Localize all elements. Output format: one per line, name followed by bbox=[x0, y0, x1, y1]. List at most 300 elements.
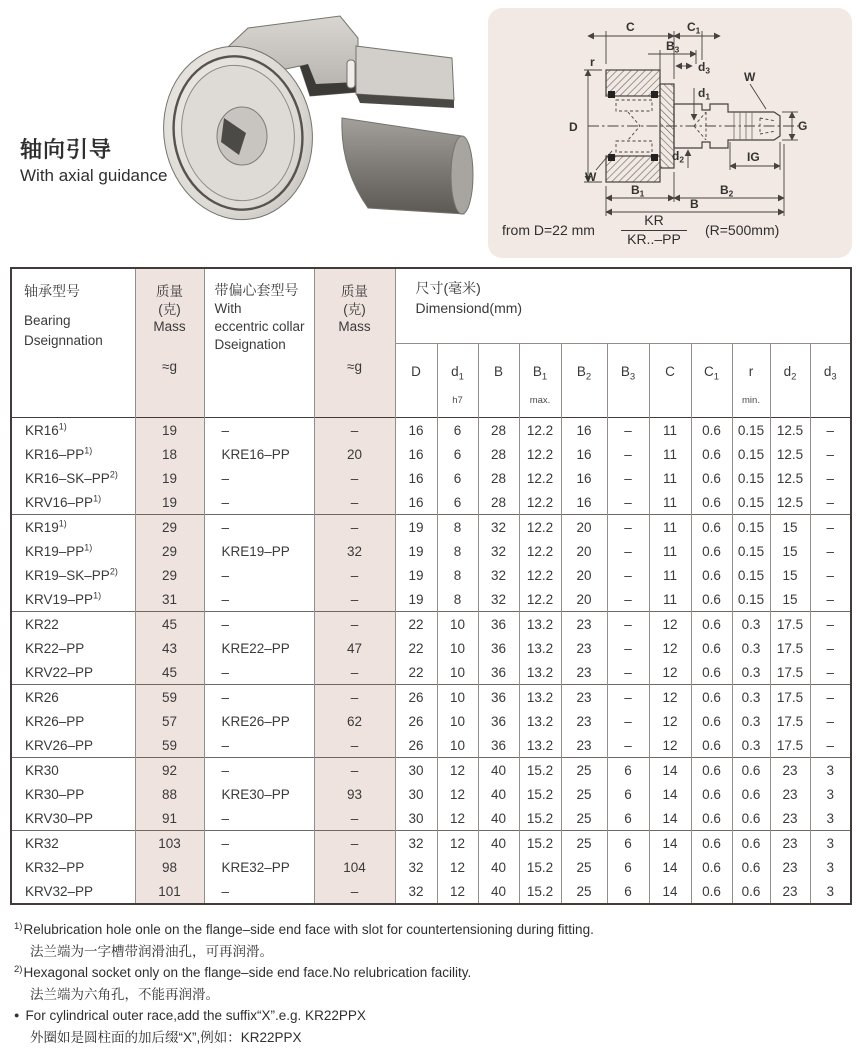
dim-label-d1: $d_1$ bbox=[698, 86, 711, 102]
dim-c1-value: 0.6 bbox=[691, 612, 732, 637]
dim-d3-value: 3 bbox=[810, 855, 851, 879]
bearing-designation: KRV16–PP$^{1)}$ bbox=[11, 490, 135, 515]
table-row bbox=[11, 855, 851, 879]
dim-d3-value: – bbox=[810, 709, 851, 733]
dim-c-value: 14 bbox=[649, 855, 691, 879]
dim-c1-value: 0.6 bbox=[691, 733, 732, 758]
dim-b1-value: 12.2 bbox=[519, 563, 561, 587]
dim-c-value: 12 bbox=[649, 733, 691, 758]
dim-c-value: 12 bbox=[649, 636, 691, 660]
eccentric-designation: – bbox=[204, 660, 314, 685]
table-row bbox=[11, 782, 851, 806]
dim-d2-value: 17.5 bbox=[770, 660, 810, 685]
dim-b2-value: 16 bbox=[561, 490, 607, 515]
dim-b-value: 40 bbox=[478, 806, 519, 831]
dim-col-b3: $B_3$ bbox=[607, 344, 649, 418]
dim-c1-value: 0.6 bbox=[691, 782, 732, 806]
dim-b2-value: 23 bbox=[561, 612, 607, 637]
col-header-dimensions: 尺寸(毫米) Dimensiond(mm) bbox=[395, 268, 851, 344]
dim-b1-value: 15.2 bbox=[519, 782, 561, 806]
dim-b1-value: 15.2 bbox=[519, 758, 561, 783]
dim-b2-value: 23 bbox=[561, 733, 607, 758]
dim-b2-value: 23 bbox=[561, 709, 607, 733]
eccentric-mass-value: 62 bbox=[314, 709, 395, 733]
dim-b1-value: 15.2 bbox=[519, 879, 561, 904]
dim-d-value: 32 bbox=[395, 855, 437, 879]
dim-b2-value: 16 bbox=[561, 466, 607, 490]
dim-b1-value: 12.2 bbox=[519, 490, 561, 515]
dim-b3-value: – bbox=[607, 685, 649, 710]
bearing-designation: KRV22–PP bbox=[11, 660, 135, 685]
eccentric-designation: – bbox=[204, 831, 314, 856]
eccentric-designation: – bbox=[204, 758, 314, 783]
dim-d-value: 19 bbox=[395, 587, 437, 612]
dim-c-value: 11 bbox=[649, 490, 691, 515]
dim-r-value: 0.15 bbox=[732, 587, 770, 612]
dim-d2-value: 23 bbox=[770, 782, 810, 806]
dim-r-value: 0.15 bbox=[732, 515, 770, 540]
dim-c-value: 14 bbox=[649, 782, 691, 806]
dim-b2-value: 20 bbox=[561, 587, 607, 612]
table-row bbox=[11, 442, 851, 466]
eccentric-designation: KRE22–PP bbox=[204, 636, 314, 660]
dim-col-d1: $d_1$ h7 bbox=[437, 344, 478, 418]
dim-b-value: 40 bbox=[478, 782, 519, 806]
eccentric-mass-value: – bbox=[314, 515, 395, 540]
mass-value: 19 bbox=[135, 466, 204, 490]
section-title-en: With axial guidance bbox=[20, 166, 168, 185]
dim-label-ig: IG bbox=[747, 150, 760, 164]
eccentric-designation: – bbox=[204, 685, 314, 710]
section-title bbox=[20, 133, 167, 186]
bearing-designation: KRV32–PP bbox=[11, 879, 135, 904]
bearing-designation: KR16$^{1)}$ bbox=[11, 418, 135, 443]
bearing-designation: KR19$^{1)}$ bbox=[11, 515, 135, 540]
dim-d3-value: – bbox=[810, 587, 851, 612]
dim-d3-value: 3 bbox=[810, 782, 851, 806]
dim-label-d3: $d_3$ bbox=[698, 60, 711, 76]
dim-d1-value: 8 bbox=[437, 563, 478, 587]
dim-d2-value: 15 bbox=[770, 587, 810, 612]
dim-b3-value: – bbox=[607, 660, 649, 685]
eccentric-mass-value: – bbox=[314, 831, 395, 856]
mass-value: 29 bbox=[135, 563, 204, 587]
footnote-1-en: Relubrication hole onle on the flange–side end face with slot for countertensioning during fitting. bbox=[23, 922, 594, 937]
dimension-diagram-panel bbox=[488, 8, 852, 258]
dim-b2-value: 25 bbox=[561, 782, 607, 806]
dim-col-r: r min. bbox=[732, 344, 770, 418]
eccentric-designation: – bbox=[204, 806, 314, 831]
dim-d2-value: 12.5 bbox=[770, 418, 810, 443]
dim-c-value: 12 bbox=[649, 685, 691, 710]
caption-radius: (R=500mm) bbox=[704, 222, 780, 238]
dim-c1-value: 0.6 bbox=[691, 636, 732, 660]
dim-d-value: 22 bbox=[395, 660, 437, 685]
table-row bbox=[11, 733, 851, 758]
dim-d1-value: 8 bbox=[437, 587, 478, 612]
dim-b-value: 28 bbox=[478, 418, 519, 443]
eccentric-mass-value: – bbox=[314, 806, 395, 831]
dim-b1-value: 13.2 bbox=[519, 685, 561, 710]
caption-from: from D=22 mm bbox=[502, 222, 595, 238]
dim-d1-value: 8 bbox=[437, 515, 478, 540]
dim-b1-value: 12.2 bbox=[519, 515, 561, 540]
table-row bbox=[11, 831, 851, 856]
mass-value: 88 bbox=[135, 782, 204, 806]
dim-b2-value: 23 bbox=[561, 685, 607, 710]
dim-d-value: 30 bbox=[395, 758, 437, 783]
dim-b2-value: 25 bbox=[561, 855, 607, 879]
table-row bbox=[11, 466, 851, 490]
dim-d-value: 32 bbox=[395, 879, 437, 904]
bearing-designation: KR22 bbox=[11, 612, 135, 637]
col-header-mass: 质量 (克) Mass ≈g bbox=[135, 268, 204, 418]
dim-d2-value: 17.5 bbox=[770, 636, 810, 660]
dim-b3-value: – bbox=[607, 636, 649, 660]
footnote-cylindrical bbox=[14, 1005, 850, 1048]
dim-r-value: 0.3 bbox=[732, 636, 770, 660]
eccentric-designation: KRE16–PP bbox=[204, 442, 314, 466]
dim-d2-value: 15 bbox=[770, 563, 810, 587]
dim-b3-value: 6 bbox=[607, 782, 649, 806]
dim-c1-value: 0.6 bbox=[691, 855, 732, 879]
dim-r-value: 0.3 bbox=[732, 733, 770, 758]
dim-b-value: 40 bbox=[478, 879, 519, 904]
dim-b-value: 32 bbox=[478, 515, 519, 540]
dim-d1-value: 8 bbox=[437, 539, 478, 563]
page-header bbox=[0, 0, 860, 267]
dim-c-value: 11 bbox=[649, 442, 691, 466]
dim-d-value: 32 bbox=[395, 831, 437, 856]
dim-b2-value: 20 bbox=[561, 515, 607, 540]
dim-b3-value: – bbox=[607, 563, 649, 587]
bearing-designation: KR32–PP bbox=[11, 855, 135, 879]
dim-c1-value: 0.6 bbox=[691, 466, 732, 490]
dim-r-value: 0.15 bbox=[732, 418, 770, 443]
dim-d1-value: 10 bbox=[437, 685, 478, 710]
table-row bbox=[11, 636, 851, 660]
footnotes bbox=[14, 919, 850, 1049]
dim-d3-value: 3 bbox=[810, 879, 851, 904]
dim-b-value: 28 bbox=[478, 442, 519, 466]
dim-c1-value: 0.6 bbox=[691, 515, 732, 540]
dim-d3-value: – bbox=[810, 515, 851, 540]
dim-r-value: 0.6 bbox=[732, 782, 770, 806]
dim-d1-value: 12 bbox=[437, 806, 478, 831]
dim-d3-value: 3 bbox=[810, 806, 851, 831]
bearing-designation: KR16–PP$^{1)}$ bbox=[11, 442, 135, 466]
table-row bbox=[11, 685, 851, 710]
dim-col-b1: $B_1$ max. bbox=[519, 344, 561, 418]
eccentric-mass-value: – bbox=[314, 587, 395, 612]
dim-b-value: 36 bbox=[478, 709, 519, 733]
eccentric-mass-value: 104 bbox=[314, 855, 395, 879]
dim-b3-value: – bbox=[607, 515, 649, 540]
dim-b2-value: 25 bbox=[561, 879, 607, 904]
table-row bbox=[11, 515, 851, 540]
eccentric-designation: KRE26–PP bbox=[204, 709, 314, 733]
dim-d1-value: 12 bbox=[437, 782, 478, 806]
eccentric-designation: – bbox=[204, 733, 314, 758]
dim-label-b: B bbox=[690, 197, 699, 211]
diagram-caption bbox=[502, 212, 846, 248]
dim-d1-value: 6 bbox=[437, 418, 478, 443]
dim-col-c: C bbox=[649, 344, 691, 418]
dim-d-value: 19 bbox=[395, 563, 437, 587]
dim-b3-value: – bbox=[607, 490, 649, 515]
eccentric-mass-value: – bbox=[314, 490, 395, 515]
dim-b1-value: 15.2 bbox=[519, 831, 561, 856]
dim-c-value: 14 bbox=[649, 831, 691, 856]
table-row bbox=[11, 660, 851, 685]
dim-d3-value: – bbox=[810, 418, 851, 443]
bearing-designation: KR26 bbox=[11, 685, 135, 710]
table-body bbox=[11, 418, 851, 905]
dim-d1-value: 12 bbox=[437, 758, 478, 783]
dim-c1-value: 0.6 bbox=[691, 806, 732, 831]
eccentric-designation: – bbox=[204, 515, 314, 540]
dim-b1-value: 12.2 bbox=[519, 587, 561, 612]
dim-b1-value: 12.2 bbox=[519, 442, 561, 466]
dim-d3-value: – bbox=[810, 685, 851, 710]
mass-value: 91 bbox=[135, 806, 204, 831]
dim-r-value: 0.15 bbox=[732, 442, 770, 466]
dim-d2-value: 23 bbox=[770, 831, 810, 856]
mass-value: 31 bbox=[135, 587, 204, 612]
bearing-designation: KR32 bbox=[11, 831, 135, 856]
dim-d2-value: 23 bbox=[770, 806, 810, 831]
dim-b-value: 36 bbox=[478, 612, 519, 637]
dim-c1-value: 0.6 bbox=[691, 879, 732, 904]
mass-value: 19 bbox=[135, 490, 204, 515]
dim-b-value: 28 bbox=[478, 490, 519, 515]
eccentric-mass-value: – bbox=[314, 563, 395, 587]
series-designation bbox=[621, 212, 687, 248]
dim-b2-value: 20 bbox=[561, 563, 607, 587]
eccentric-designation: KRE30–PP bbox=[204, 782, 314, 806]
dim-c1-value: 0.6 bbox=[691, 442, 732, 466]
dim-b-value: 36 bbox=[478, 636, 519, 660]
dim-label-c: C bbox=[626, 20, 635, 34]
footnote-2 bbox=[14, 962, 850, 1005]
dim-d3-value: – bbox=[810, 636, 851, 660]
footnote-2-en: Hexagonal socket only on the flange–side end face.No relubrication facility. bbox=[23, 965, 472, 981]
dim-c-value: 11 bbox=[649, 418, 691, 443]
dim-b3-value: – bbox=[607, 587, 649, 612]
dim-d2-value: 15 bbox=[770, 539, 810, 563]
dim-c1-value: 0.6 bbox=[691, 490, 732, 515]
dim-b-value: 40 bbox=[478, 831, 519, 856]
dim-b3-value: 6 bbox=[607, 758, 649, 783]
dim-d-value: 16 bbox=[395, 418, 437, 443]
mass-value: 45 bbox=[135, 660, 204, 685]
mass-value: 98 bbox=[135, 855, 204, 879]
dim-b1-value: 12.2 bbox=[519, 466, 561, 490]
eccentric-mass-value: – bbox=[314, 733, 395, 758]
dim-b-value: 36 bbox=[478, 685, 519, 710]
dim-d-value: 26 bbox=[395, 733, 437, 758]
eccentric-mass-value: 93 bbox=[314, 782, 395, 806]
bearing-table bbox=[10, 267, 852, 905]
table-row bbox=[11, 418, 851, 443]
dim-b3-value: – bbox=[607, 612, 649, 637]
dim-b-value: 32 bbox=[478, 587, 519, 612]
dim-b3-value: – bbox=[607, 733, 649, 758]
dim-col-c1: $C_1$ bbox=[691, 344, 732, 418]
bearing-designation: KR19–PP$^{1)}$ bbox=[11, 539, 135, 563]
eccentric-mass-value: – bbox=[314, 758, 395, 783]
dim-r-value: 0.6 bbox=[732, 831, 770, 856]
dim-d2-value: 23 bbox=[770, 758, 810, 783]
bearing-designation: KR30 bbox=[11, 758, 135, 783]
eccentric-designation: – bbox=[204, 466, 314, 490]
dim-d-value: 22 bbox=[395, 612, 437, 637]
mass-value: 59 bbox=[135, 733, 204, 758]
dim-d3-value: – bbox=[810, 660, 851, 685]
mass-value: 29 bbox=[135, 539, 204, 563]
dim-d3-value: – bbox=[810, 442, 851, 466]
dim-b2-value: 20 bbox=[561, 539, 607, 563]
dim-d1-value: 10 bbox=[437, 709, 478, 733]
mass-value: 19 bbox=[135, 418, 204, 443]
dim-d2-value: 17.5 bbox=[770, 733, 810, 758]
dim-d-value: 16 bbox=[395, 466, 437, 490]
eccentric-mass-value: 32 bbox=[314, 539, 395, 563]
dim-b2-value: 16 bbox=[561, 418, 607, 443]
eccentric-mass-value: – bbox=[314, 685, 395, 710]
dim-d2-value: 12.5 bbox=[770, 490, 810, 515]
dim-b3-value: – bbox=[607, 418, 649, 443]
dim-c1-value: 0.6 bbox=[691, 709, 732, 733]
bearing-designation: KRV30–PP bbox=[11, 806, 135, 831]
bearing-designation: KR22–PP bbox=[11, 636, 135, 660]
dim-b3-value: 6 bbox=[607, 879, 649, 904]
dim-b1-value: 13.2 bbox=[519, 709, 561, 733]
table-row bbox=[11, 709, 851, 733]
dim-c-value: 11 bbox=[649, 539, 691, 563]
series-kr: KR bbox=[621, 212, 687, 231]
dim-b-value: 32 bbox=[478, 539, 519, 563]
mass-value: 43 bbox=[135, 636, 204, 660]
dim-r-value: 0.3 bbox=[732, 660, 770, 685]
eccentric-designation: KRE32–PP bbox=[204, 855, 314, 879]
dim-col-d: D bbox=[395, 344, 437, 418]
eccentric-designation: – bbox=[204, 879, 314, 904]
dim-r-value: 0.15 bbox=[732, 466, 770, 490]
dim-b1-value: 15.2 bbox=[519, 855, 561, 879]
dim-d1-value: 10 bbox=[437, 612, 478, 637]
mass-value: 29 bbox=[135, 515, 204, 540]
table-row bbox=[11, 587, 851, 612]
dim-d1-value: 6 bbox=[437, 466, 478, 490]
dim-col-b: B bbox=[478, 344, 519, 418]
dim-d1-value: 12 bbox=[437, 831, 478, 856]
dim-b-value: 36 bbox=[478, 660, 519, 685]
dim-d3-value: – bbox=[810, 490, 851, 515]
dim-b-value: 40 bbox=[478, 758, 519, 783]
dim-d-value: 16 bbox=[395, 490, 437, 515]
dim-label-r: r bbox=[590, 55, 595, 69]
table-row bbox=[11, 490, 851, 515]
dim-r-value: 0.3 bbox=[732, 685, 770, 710]
dim-d-value: 19 bbox=[395, 539, 437, 563]
dim-label-w-bottom: W bbox=[585, 170, 597, 184]
dim-d3-value: – bbox=[810, 539, 851, 563]
dim-d2-value: 12.5 bbox=[770, 466, 810, 490]
dim-c-value: 11 bbox=[649, 587, 691, 612]
dim-b-value: 36 bbox=[478, 733, 519, 758]
dim-r-value: 0.6 bbox=[732, 855, 770, 879]
dim-r-value: 0.3 bbox=[732, 612, 770, 637]
dim-d1-value: 6 bbox=[437, 442, 478, 466]
col-header-eccentric: 带偏心套型号 With eccentric collar Dseignation bbox=[204, 268, 314, 418]
bearing-designation: KR19–SK–PP$^{2)}$ bbox=[11, 563, 135, 587]
dim-d2-value: 17.5 bbox=[770, 685, 810, 710]
dim-col-d3: $d_3$ bbox=[810, 344, 851, 418]
dim-c-value: 14 bbox=[649, 879, 691, 904]
dim-b2-value: 25 bbox=[561, 831, 607, 856]
dim-c1-value: 0.6 bbox=[691, 539, 732, 563]
dim-r-value: 0.6 bbox=[732, 758, 770, 783]
dim-label-w-top: W bbox=[744, 70, 756, 84]
dim-label-d: D bbox=[569, 120, 578, 134]
col-header-bearing: 轴承型号 Bearing Dseignnation bbox=[11, 268, 135, 418]
dim-d-value: 30 bbox=[395, 806, 437, 831]
dim-b3-value: – bbox=[607, 709, 649, 733]
dim-b1-value: 15.2 bbox=[519, 806, 561, 831]
dim-c-value: 12 bbox=[649, 709, 691, 733]
footnote-2-marker: 2) bbox=[14, 963, 23, 975]
eccentric-mass-value: – bbox=[314, 466, 395, 490]
footnote-1 bbox=[14, 919, 850, 962]
dim-c1-value: 0.6 bbox=[691, 587, 732, 612]
dim-d1-value: 6 bbox=[437, 490, 478, 515]
dim-d1-value: 10 bbox=[437, 636, 478, 660]
dim-d-value: 19 bbox=[395, 515, 437, 540]
dim-c1-value: 0.6 bbox=[691, 758, 732, 783]
bearing-designation: KRV26–PP bbox=[11, 733, 135, 758]
dim-label-d2: $d_2$ bbox=[672, 149, 685, 165]
dim-d3-value: – bbox=[810, 733, 851, 758]
eccentric-mass-value: 20 bbox=[314, 442, 395, 466]
dim-d1-value: 10 bbox=[437, 733, 478, 758]
eccentric-designation: – bbox=[204, 563, 314, 587]
dim-d2-value: 23 bbox=[770, 879, 810, 904]
section-title-zh: 轴向引导 bbox=[20, 137, 113, 162]
eccentric-mass-value: – bbox=[314, 418, 395, 443]
eccentric-designation: KRE19–PP bbox=[204, 539, 314, 563]
dim-b-value: 40 bbox=[478, 855, 519, 879]
dim-c1-value: 0.6 bbox=[691, 563, 732, 587]
dim-b1-value: 12.2 bbox=[519, 539, 561, 563]
bullet-icon: ● bbox=[14, 1010, 20, 1021]
mass-value: 59 bbox=[135, 685, 204, 710]
dim-b3-value: – bbox=[607, 466, 649, 490]
dim-b2-value: 25 bbox=[561, 806, 607, 831]
dim-d2-value: 17.5 bbox=[770, 709, 810, 733]
col-header-eccentric-mass: 质量 (克) Mass ≈g bbox=[314, 268, 395, 418]
dimension-diagram bbox=[488, 8, 852, 220]
dim-b3-value: 6 bbox=[607, 855, 649, 879]
dim-d-value: 26 bbox=[395, 709, 437, 733]
dim-d3-value: – bbox=[810, 563, 851, 587]
dim-c-value: 14 bbox=[649, 806, 691, 831]
footnote-cylindrical-zh: 外圈如是圆柱面的加后缀“X”,例如：KR22PPX bbox=[30, 1029, 302, 1045]
dim-b-value: 28 bbox=[478, 466, 519, 490]
footnote-cylindrical-en: For cylindrical outer race,add the suffix“X”.e.g. KR22PPX bbox=[25, 1008, 366, 1024]
table-row bbox=[11, 879, 851, 904]
dim-r-value: 0.3 bbox=[732, 709, 770, 733]
